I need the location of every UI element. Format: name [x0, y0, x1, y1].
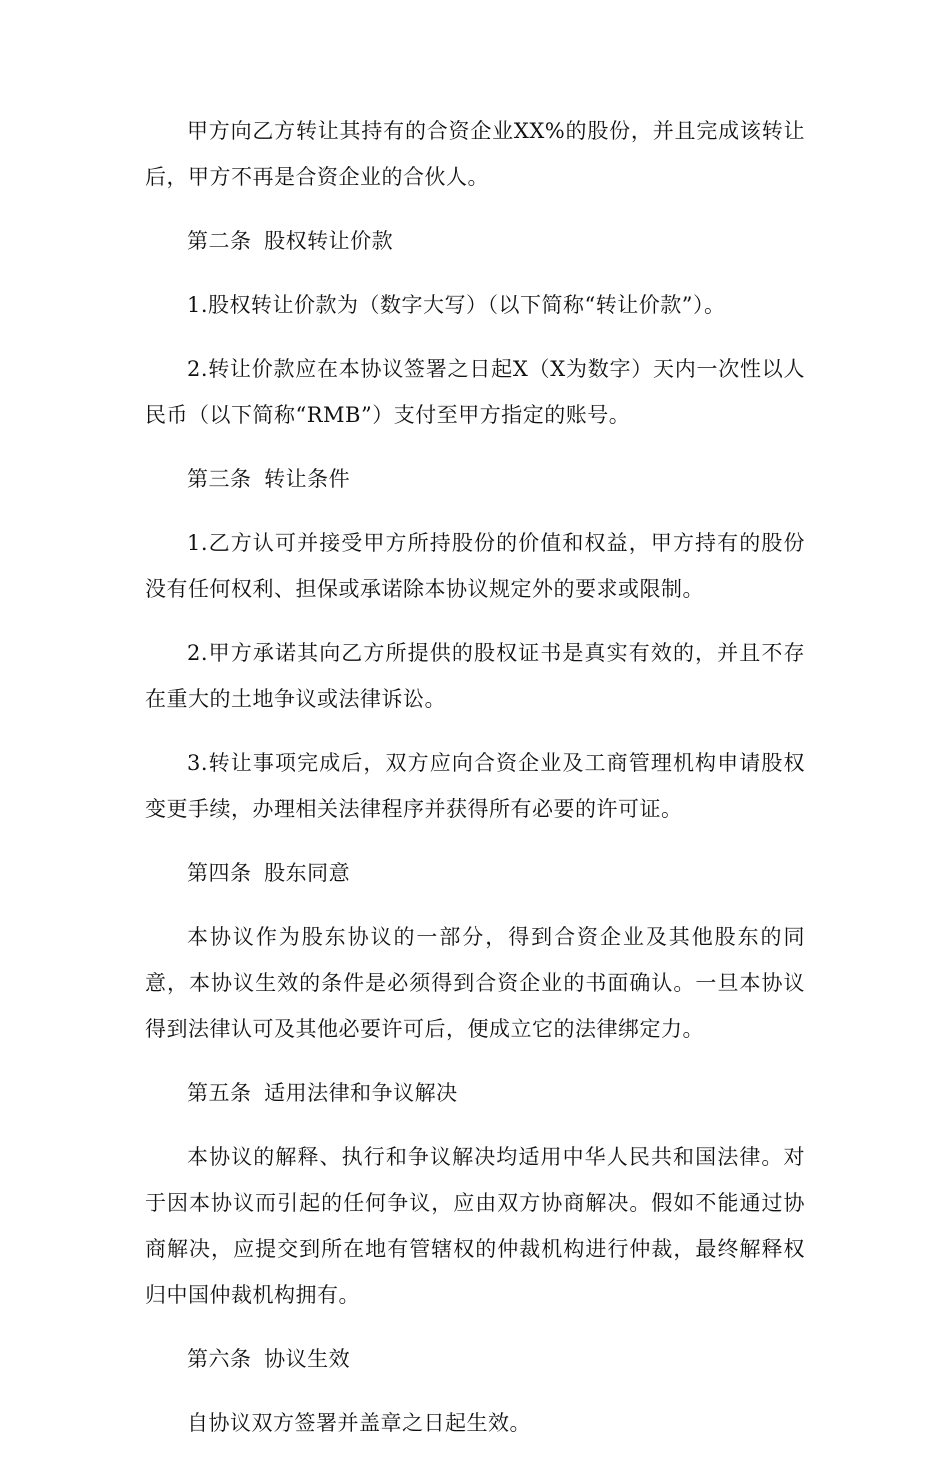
- paragraph-3-2: 2.甲方承诺其向乙方所提供的股权证书是真实有效的，并且不存在重大的土地争议或法律诉讼。: [145, 641, 805, 711]
- paragraph-6: 自协议双方签署并盖章之日起生效。: [187, 1411, 531, 1435]
- article-4-heading: [145, 850, 805, 896]
- article-title: 股东同意: [264, 861, 351, 885]
- paragraph-3-1: 1.乙方认可并接受甲方所持股份的价值和权益，甲方持有的股份没有任何权利、担保或承诺除本协议规定外的要求或限制。: [145, 531, 805, 601]
- paragraph-5: 本协议的解释、执行和争议解决均适用中华人民共和国法律。对于因本协议而引起的任何争议，应由双方协商解决。假如不能通过协商解决，应提交到所在地有管辖权的仲裁机构进行仲裁，最终解释权归中国仲裁机构拥有。: [145, 1145, 805, 1307]
- paragraph-4: 本协议作为股东协议的一部分，得到合资企业及其他股东的同意，本协议生效的条件是必须得到合资企业的书面确认。一旦本协议得到法律认可及其他必要许可后，便成立它的法律绑定力。: [145, 925, 805, 1041]
- article-number: 第四条: [187, 861, 252, 885]
- article-title: 股权转让价款: [264, 229, 394, 253]
- article-6-heading: [145, 1336, 805, 1382]
- paragraph-2-2: 2.转让价款应在本协议签署之日起X（X为数字）天内一次性以人民币（以下简称“RMB”）支付至甲方指定的账号。: [145, 357, 805, 427]
- document-page: [145, 108, 805, 1464]
- paragraph-share-transfer: 甲方向乙方转让其持有的合资企业XX%的股份，并且完成该转让后，甲方不再是合资企业的合伙人。: [145, 119, 805, 189]
- paragraph-2-1: 1.股权转让价款为（数字大写）（以下简称“转让价款”）。: [187, 293, 726, 317]
- article-number: 第五条: [187, 1081, 252, 1105]
- article-number: 第六条: [187, 1347, 252, 1371]
- article-title: 适用法律和争议解决: [264, 1081, 458, 1105]
- article-2-heading: [145, 218, 805, 264]
- article-title: 协议生效: [264, 1347, 351, 1371]
- article-5-heading: [145, 1070, 805, 1116]
- article-title: 转让条件: [264, 467, 351, 491]
- article-number: 第三条: [187, 467, 252, 491]
- paragraph-3-3: 3.转让事项完成后，双方应向合资企业及工商管理机构申请股权变更手续，办理相关法律程序并获得所有必要的许可证。: [145, 751, 805, 821]
- article-3-heading: [145, 456, 805, 502]
- article-number: 第二条: [187, 229, 252, 253]
